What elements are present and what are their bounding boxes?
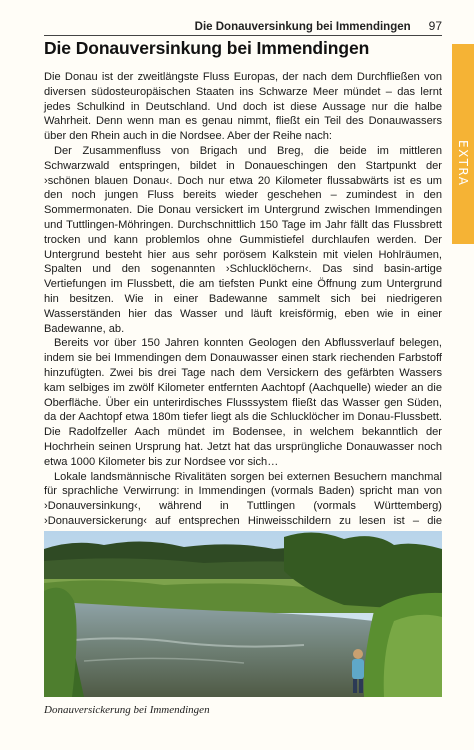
article-title: Die Donauversinkung bei Immendingen — [44, 38, 370, 58]
running-header — [44, 19, 442, 33]
figure-caption: Donauversickerung bei Immendingen — [44, 704, 210, 716]
extra-side-tab — [452, 44, 474, 244]
running-title: Die Donauversinkung bei Immendingen — [194, 21, 411, 33]
header-rule — [44, 35, 442, 36]
side-tab-label: EXTRA — [456, 140, 470, 187]
paragraph: Bereits vor über 150 Jahren konnten Geologen den Abflussverlauf belegen, indem sie bei Immendingen dem Donauwasser einen stark riechenden Farbstoff hinzufügten. Zwei bis drei Tage nach dem Versickern des gefärbten Wassers kam selbiges im zwölf Kilometer entfernten Aachtopf (Aachquelle) wieder an die Oberfläche. Über ein unterirdisches Flusssystem fließt das Wasser gen Süden, da der Aachtopf etwa 180m tiefer liegt als die Schlucklöcher im Donau-Flussbett. Die Radolfzeller Aach mündet im Bodensee, in welchem bekanntlich der Hochrhein seinen Ursprung hat. Jetzt hat das ursprüngliche Donauwasser noch etwa 1000 Kilometer bis zur Nordsee vor sich… — [44, 337, 442, 468]
article-body — [44, 70, 442, 573]
paragraph: Der Zusammenfluss von Brigach und Breg, die beide im mittleren Schwarzwald entspringen, bildet in Donaueschingen den Startpunkt der ›schönen blauen Donau‹. Doch nur etwa 20 Kilometer flussabwärts ist es um den noch jungen Fluss bereits wieder geschehen – zumindest in den Sommermonaten. Die Donau versickert im Untergrund zwischen Immendingen und Tuttlingen-Möhringen. Durchschnittlich 150 Tage im Jahr fällt das Flussbrett trocken und kann problemlos ohne Gummistiefel durchlaufen werden. Der Untergrund besteht hier aus sehr porösem Kalkstein mit vielen Hohlräumen, Spalten und den sogenannten ›Schlucklöchern‹. Das sind basin-artige Vertiefungen im Flussbett, die am tiefsten Punkt eine Öffnung zum Untergrund hin besitzen. Wie in einer Badewanne sammelt sich bei niedrigeren Wasserständen hier das Wasser und läuft kreisförmig, eben wie in einer Badewanne, ab. — [44, 144, 442, 335]
river-landscape-photo — [44, 531, 442, 697]
page-number: 97 — [428, 19, 442, 33]
paragraph: Lokale landsmännische Rivalitäten sorgen bei externen Besuchern manchmal für sprachliche Verwirrung: in Immendingen (vormals Baden) spricht man von ›Donauversinkung‹, während in Tuttlingen (vormals Württemberg) ›Donauversickerung‹ auf entsprechen Hinweisschildern zu lesen ist – die — [44, 470, 442, 527]
paragraph: Die Donau ist der zweitlängste Fluss Europas, der nach dem Durchfließen von diversen südosteuropäischen Staaten ins Schwarze Meer mündet – das lernt jedes Schulkind in Deutschland. Und doch ist diese Aussage nur die halbe Wahrheit. Denn wenn man es genau nimmt, fließt ein Teil des Donauwassers über den Rhein auch in die Nordsee. Aber der Reihe nach: — [44, 71, 442, 143]
